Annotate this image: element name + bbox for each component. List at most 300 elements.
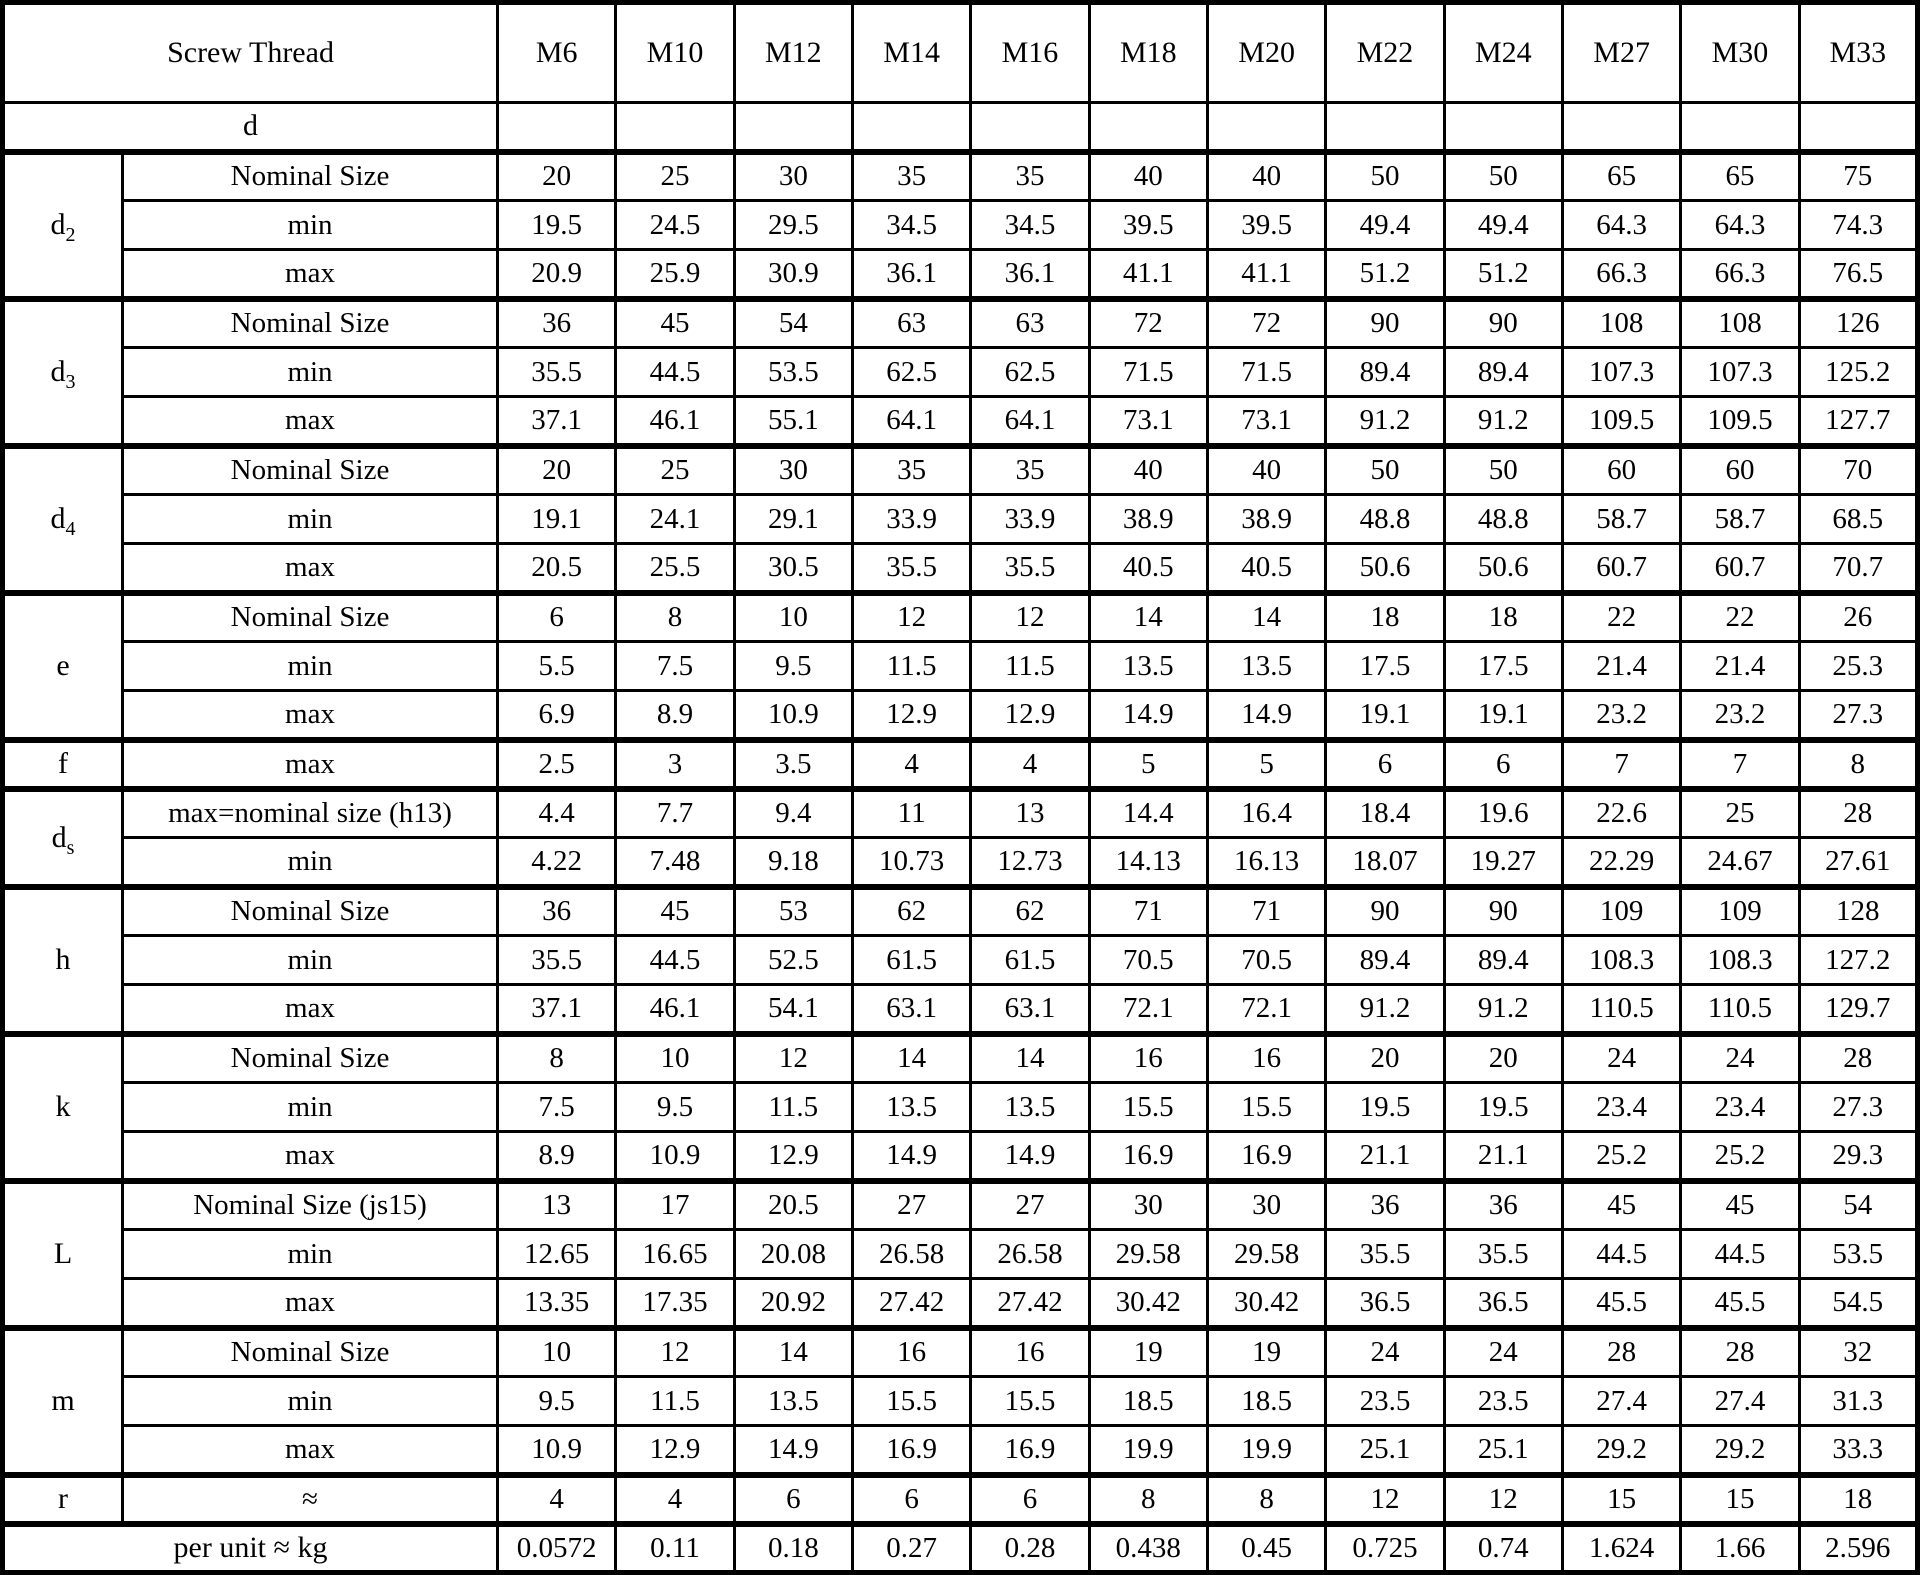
value-cell: 2.5	[498, 740, 616, 789]
value-cell: 40	[1207, 446, 1325, 495]
d-row-empty-cell	[616, 103, 734, 152]
table-row	[3, 1034, 1918, 1083]
column-header-m6: M6	[498, 3, 616, 103]
table-row	[3, 446, 1918, 495]
value-cell: 18.07	[1326, 838, 1444, 887]
value-cell: 12.9	[971, 691, 1089, 740]
value-cell: 17.35	[616, 1279, 734, 1328]
d-row-empty-cell	[1207, 103, 1325, 152]
value-cell: 12.9	[852, 691, 970, 740]
row-label: ≈	[123, 1475, 498, 1524]
value-cell: 28	[1562, 1328, 1680, 1377]
value-cell: 50	[1444, 152, 1562, 201]
value-cell: 20.9	[498, 250, 616, 299]
row-label: min	[123, 838, 498, 887]
value-cell: 27.3	[1799, 1083, 1917, 1132]
value-cell: 27.4	[1681, 1377, 1799, 1426]
d-row-empty-cell	[498, 103, 616, 152]
d-row-empty-cell	[971, 103, 1089, 152]
value-cell: 50	[1326, 152, 1444, 201]
value-cell: 10	[616, 1034, 734, 1083]
value-cell: 60	[1681, 446, 1799, 495]
value-cell: 3.5	[734, 740, 852, 789]
value-cell: 16.9	[1207, 1132, 1325, 1181]
table-row	[3, 789, 1918, 838]
value-cell: 29.58	[1089, 1230, 1207, 1279]
table-row	[3, 1475, 1918, 1524]
table-row	[3, 1132, 1918, 1181]
value-cell: 4	[971, 740, 1089, 789]
value-cell: 0.438	[1089, 1524, 1207, 1573]
value-cell: 25	[616, 152, 734, 201]
value-cell: 10.9	[734, 691, 852, 740]
row-label: min	[123, 1230, 498, 1279]
value-cell: 63	[852, 299, 970, 348]
row-group-label-m: m	[3, 1328, 123, 1475]
value-cell: 37.1	[498, 985, 616, 1034]
value-cell: 46.1	[616, 985, 734, 1034]
table-row	[3, 1328, 1918, 1377]
d-row-empty-cell	[852, 103, 970, 152]
row-group-label-r: r	[3, 1475, 123, 1524]
value-cell: 9.5	[498, 1377, 616, 1426]
value-cell: 11.5	[971, 642, 1089, 691]
value-cell: 27.42	[971, 1279, 1089, 1328]
value-cell: 18	[1444, 593, 1562, 642]
value-cell: 18.4	[1326, 789, 1444, 838]
value-cell: 63	[971, 299, 1089, 348]
value-cell: 15	[1681, 1475, 1799, 1524]
value-cell: 23.5	[1326, 1377, 1444, 1426]
value-cell: 16	[1207, 1034, 1325, 1083]
value-cell: 18.5	[1207, 1377, 1325, 1426]
value-cell: 55.1	[734, 397, 852, 446]
value-cell: 19.9	[1089, 1426, 1207, 1475]
value-cell: 19.5	[1326, 1083, 1444, 1132]
value-cell: 12.73	[971, 838, 1089, 887]
group-label-subscript: 4	[65, 518, 76, 540]
value-cell: 44.5	[1681, 1230, 1799, 1279]
value-cell: 44.5	[616, 936, 734, 985]
value-cell: 27	[852, 1181, 970, 1230]
value-cell: 6	[734, 1475, 852, 1524]
value-cell: 8	[1089, 1475, 1207, 1524]
value-cell: 7.7	[616, 789, 734, 838]
row-label: min	[123, 348, 498, 397]
value-cell: 71	[1207, 887, 1325, 936]
value-cell: 7.5	[616, 642, 734, 691]
value-cell: 14.13	[1089, 838, 1207, 887]
value-cell: 5	[1089, 740, 1207, 789]
value-cell: 110.5	[1681, 985, 1799, 1034]
value-cell: 36.1	[971, 250, 1089, 299]
value-cell: 4	[498, 1475, 616, 1524]
value-cell: 9.18	[734, 838, 852, 887]
value-cell: 46.1	[616, 397, 734, 446]
row-label: min	[123, 936, 498, 985]
value-cell: 25	[1681, 789, 1799, 838]
column-header-m30: M30	[1681, 3, 1799, 103]
value-cell: 2.596	[1799, 1524, 1917, 1573]
value-cell: 6	[852, 1475, 970, 1524]
value-cell: 45	[1562, 1181, 1680, 1230]
value-cell: 8.9	[498, 1132, 616, 1181]
value-cell: 35.5	[1326, 1230, 1444, 1279]
row-label: max=nominal size (h13)	[123, 789, 498, 838]
value-cell: 38.9	[1207, 495, 1325, 544]
value-cell: 24.5	[616, 201, 734, 250]
value-cell: 20	[1326, 1034, 1444, 1083]
value-cell: 14.9	[1089, 691, 1207, 740]
table-row	[3, 397, 1918, 446]
table-row	[3, 593, 1918, 642]
row-label: max	[123, 691, 498, 740]
value-cell: 4.4	[498, 789, 616, 838]
d-row-empty-cell	[1444, 103, 1562, 152]
row-group-label-d3: $d_3$	[3, 299, 123, 446]
value-cell: 19.1	[1444, 691, 1562, 740]
table-row	[3, 299, 1918, 348]
row-label: max	[123, 1279, 498, 1328]
value-cell: 89.4	[1444, 936, 1562, 985]
value-cell: 29.3	[1799, 1132, 1917, 1181]
value-cell: 6	[1444, 740, 1562, 789]
d-row-label: d	[3, 103, 498, 152]
value-cell: 110.5	[1562, 985, 1680, 1034]
value-cell: 62	[971, 887, 1089, 936]
value-cell: 39.5	[1207, 201, 1325, 250]
value-cell: 13.5	[734, 1377, 852, 1426]
value-cell: 13.35	[498, 1279, 616, 1328]
value-cell: 26.58	[971, 1230, 1089, 1279]
value-cell: 24	[1681, 1034, 1799, 1083]
value-cell: 24	[1444, 1328, 1562, 1377]
value-cell: 71.5	[1207, 348, 1325, 397]
value-cell: 33.3	[1799, 1426, 1917, 1475]
value-cell: 27.4	[1562, 1377, 1680, 1426]
value-cell: 45	[1681, 1181, 1799, 1230]
value-cell: 0.28	[971, 1524, 1089, 1573]
row-label: max	[123, 397, 498, 446]
value-cell: 22.6	[1562, 789, 1680, 838]
value-cell: 9.5	[616, 1083, 734, 1132]
value-cell: 16.65	[616, 1230, 734, 1279]
value-cell: 60.7	[1681, 544, 1799, 593]
value-cell: 125.2	[1799, 348, 1917, 397]
value-cell: 91.2	[1444, 397, 1562, 446]
value-cell: 58.7	[1681, 495, 1799, 544]
value-cell: 13.5	[971, 1083, 1089, 1132]
table-row	[3, 152, 1918, 201]
d-row-empty-cell	[1562, 103, 1680, 152]
value-cell: 20	[498, 446, 616, 495]
row-group-label-ds: $d_s$	[3, 789, 123, 887]
value-cell: 90	[1326, 299, 1444, 348]
value-cell: 108	[1562, 299, 1680, 348]
value-cell: 13.5	[1207, 642, 1325, 691]
value-cell: 62.5	[852, 348, 970, 397]
value-cell: 23.2	[1562, 691, 1680, 740]
value-cell: 128	[1799, 887, 1917, 936]
value-cell: 14.9	[734, 1426, 852, 1475]
value-cell: 5	[1207, 740, 1325, 789]
value-cell: 19.9	[1207, 1426, 1325, 1475]
value-cell: 19.5	[1444, 1083, 1562, 1132]
table-row	[3, 691, 1918, 740]
value-cell: 40.5	[1089, 544, 1207, 593]
value-cell: 89.4	[1326, 936, 1444, 985]
value-cell: 22.29	[1562, 838, 1680, 887]
value-cell: 7	[1681, 740, 1799, 789]
value-cell: 35.5	[971, 544, 1089, 593]
value-cell: 16.4	[1207, 789, 1325, 838]
per-unit-row	[3, 1524, 1918, 1573]
value-cell: 4	[852, 740, 970, 789]
value-cell: 34.5	[971, 201, 1089, 250]
value-cell: 30.5	[734, 544, 852, 593]
value-cell: 107.3	[1562, 348, 1680, 397]
value-cell: 16.13	[1207, 838, 1325, 887]
value-cell: 45	[616, 299, 734, 348]
value-cell: 35	[852, 446, 970, 495]
value-cell: 20.08	[734, 1230, 852, 1279]
value-cell: 19.5	[498, 201, 616, 250]
value-cell: 28	[1799, 1034, 1917, 1083]
value-cell: 16.9	[852, 1426, 970, 1475]
value-cell: 90	[1444, 887, 1562, 936]
value-cell: 126	[1799, 299, 1917, 348]
value-cell: 29.5	[734, 201, 852, 250]
table-row	[3, 740, 1918, 789]
value-cell: 63.1	[971, 985, 1089, 1034]
row-label: Nominal Size	[123, 1034, 498, 1083]
group-label-subscript: s	[66, 836, 75, 859]
value-cell: 50	[1326, 446, 1444, 495]
column-header-m10: M10	[616, 3, 734, 103]
value-cell: 15	[1562, 1475, 1680, 1524]
value-cell: 72.1	[1089, 985, 1207, 1034]
value-cell: 36.1	[852, 250, 970, 299]
value-cell: 8.9	[616, 691, 734, 740]
value-cell: 65	[1681, 152, 1799, 201]
value-cell: 48.8	[1326, 495, 1444, 544]
value-cell: 14.9	[971, 1132, 1089, 1181]
row-label: min	[123, 642, 498, 691]
value-cell: 0.74	[1444, 1524, 1562, 1573]
value-cell: 61.5	[852, 936, 970, 985]
value-cell: 19	[1089, 1328, 1207, 1377]
value-cell: 12	[1444, 1475, 1562, 1524]
value-cell: 8	[1799, 740, 1917, 789]
value-cell: 12.65	[498, 1230, 616, 1279]
value-cell: 13.5	[1089, 642, 1207, 691]
column-header-m33: M33	[1799, 3, 1917, 103]
value-cell: 15.5	[1207, 1083, 1325, 1132]
value-cell: 36	[1326, 1181, 1444, 1230]
value-cell: 36	[498, 887, 616, 936]
value-cell: 3	[616, 740, 734, 789]
value-cell: 54.1	[734, 985, 852, 1034]
value-cell: 9.5	[734, 642, 852, 691]
row-label: max	[123, 1426, 498, 1475]
value-cell: 35	[852, 152, 970, 201]
value-cell: 10.9	[498, 1426, 616, 1475]
value-cell: 16.9	[1089, 1132, 1207, 1181]
value-cell: 62	[852, 887, 970, 936]
column-header-m14: M14	[852, 3, 970, 103]
value-cell: 22	[1681, 593, 1799, 642]
value-cell: 0.45	[1207, 1524, 1325, 1573]
value-cell: 0.0572	[498, 1524, 616, 1573]
value-cell: 54	[734, 299, 852, 348]
value-cell: 53	[734, 887, 852, 936]
row-group-label-h: h	[3, 887, 123, 1034]
value-cell: 30	[734, 446, 852, 495]
value-cell: 15.5	[971, 1377, 1089, 1426]
value-cell: 0.27	[852, 1524, 970, 1573]
value-cell: 58.7	[1562, 495, 1680, 544]
value-cell: 27.61	[1799, 838, 1917, 887]
value-cell: 21.1	[1444, 1132, 1562, 1181]
value-cell: 25.1	[1444, 1426, 1562, 1475]
value-cell: 9.4	[734, 789, 852, 838]
value-cell: 71.5	[1089, 348, 1207, 397]
value-cell: 70	[1799, 446, 1917, 495]
value-cell: 14	[734, 1328, 852, 1377]
value-cell: 89.4	[1326, 348, 1444, 397]
value-cell: 20.5	[734, 1181, 852, 1230]
value-cell: 23.5	[1444, 1377, 1562, 1426]
value-cell: 74.3	[1799, 201, 1917, 250]
value-cell: 71	[1089, 887, 1207, 936]
column-header-m24: M24	[1444, 3, 1562, 103]
value-cell: 72.1	[1207, 985, 1325, 1034]
value-cell: 109	[1562, 887, 1680, 936]
value-cell: 26.58	[852, 1230, 970, 1279]
row-label: max	[123, 544, 498, 593]
value-cell: 24.67	[1681, 838, 1799, 887]
table-row	[3, 838, 1918, 887]
d-row-empty-cell	[734, 103, 852, 152]
value-cell: 129.7	[1799, 985, 1917, 1034]
value-cell: 30.42	[1089, 1279, 1207, 1328]
value-cell: 37.1	[498, 397, 616, 446]
value-cell: 72	[1089, 299, 1207, 348]
value-cell: 25.9	[616, 250, 734, 299]
table-row	[3, 1377, 1918, 1426]
value-cell: 0.18	[734, 1524, 852, 1573]
value-cell: 27.3	[1799, 691, 1917, 740]
value-cell: 21.4	[1681, 642, 1799, 691]
value-cell: 75	[1799, 152, 1917, 201]
value-cell: 29.2	[1681, 1426, 1799, 1475]
value-cell: 25.2	[1681, 1132, 1799, 1181]
value-cell: 16	[852, 1328, 970, 1377]
value-cell: 73.1	[1207, 397, 1325, 446]
value-cell: 109.5	[1681, 397, 1799, 446]
value-cell: 6.9	[498, 691, 616, 740]
value-cell: 62.5	[971, 348, 1089, 397]
value-cell: 63.1	[852, 985, 970, 1034]
value-cell: 50.6	[1326, 544, 1444, 593]
value-cell: 89.4	[1444, 348, 1562, 397]
value-cell: 91.2	[1326, 985, 1444, 1034]
value-cell: 70.7	[1799, 544, 1917, 593]
value-cell: 11	[852, 789, 970, 838]
value-cell: 13	[498, 1181, 616, 1230]
row-label: Nominal Size	[123, 152, 498, 201]
row-label: max	[123, 985, 498, 1034]
value-cell: 70.5	[1089, 936, 1207, 985]
table-row	[3, 544, 1918, 593]
table-row	[3, 642, 1918, 691]
value-cell: 8	[616, 593, 734, 642]
value-cell: 25.2	[1562, 1132, 1680, 1181]
value-cell: 76.5	[1799, 250, 1917, 299]
value-cell: 40	[1089, 446, 1207, 495]
value-cell: 24	[1562, 1034, 1680, 1083]
value-cell: 7.48	[616, 838, 734, 887]
column-header-m12: M12	[734, 3, 852, 103]
value-cell: 70.5	[1207, 936, 1325, 985]
value-cell: 14	[971, 1034, 1089, 1083]
row-label: min	[123, 201, 498, 250]
row-group-label-f: f	[3, 740, 123, 789]
value-cell: 15.5	[1089, 1083, 1207, 1132]
d-row-empty-cell	[1326, 103, 1444, 152]
value-cell: 22	[1562, 593, 1680, 642]
table-row	[3, 1279, 1918, 1328]
value-cell: 51.2	[1326, 250, 1444, 299]
value-cell: 53.5	[1799, 1230, 1917, 1279]
value-cell: 38.9	[1089, 495, 1207, 544]
row-label: min	[123, 1083, 498, 1132]
row-label: Nominal Size	[123, 593, 498, 642]
value-cell: 29.2	[1562, 1426, 1680, 1475]
value-cell: 14.4	[1089, 789, 1207, 838]
column-header-m16: M16	[971, 3, 1089, 103]
value-cell: 12.9	[616, 1426, 734, 1475]
value-cell: 60.7	[1562, 544, 1680, 593]
value-cell: 4	[616, 1475, 734, 1524]
table-row	[3, 348, 1918, 397]
row-label: min	[123, 495, 498, 544]
value-cell: 12	[852, 593, 970, 642]
value-cell: 11.5	[616, 1377, 734, 1426]
value-cell: 66.3	[1681, 250, 1799, 299]
value-cell: 25.1	[1326, 1426, 1444, 1475]
value-cell: 35	[971, 446, 1089, 495]
row-label: min	[123, 1377, 498, 1426]
value-cell: 66.3	[1562, 250, 1680, 299]
value-cell: 12	[1326, 1475, 1444, 1524]
value-cell: 32	[1799, 1328, 1917, 1377]
value-cell: 1.624	[1562, 1524, 1680, 1573]
value-cell: 34.5	[852, 201, 970, 250]
row-label: Nominal Size	[123, 887, 498, 936]
value-cell: 53.5	[734, 348, 852, 397]
row-label: max	[123, 250, 498, 299]
value-cell: 19.1	[1326, 691, 1444, 740]
value-cell: 39.5	[1089, 201, 1207, 250]
value-cell: 50	[1444, 446, 1562, 495]
value-cell: 8	[1207, 1475, 1325, 1524]
value-cell: 107.3	[1681, 348, 1799, 397]
d-row-empty-cell	[1799, 103, 1917, 152]
value-cell: 23.4	[1562, 1083, 1680, 1132]
value-cell: 4.22	[498, 838, 616, 887]
value-cell: 73.1	[1089, 397, 1207, 446]
